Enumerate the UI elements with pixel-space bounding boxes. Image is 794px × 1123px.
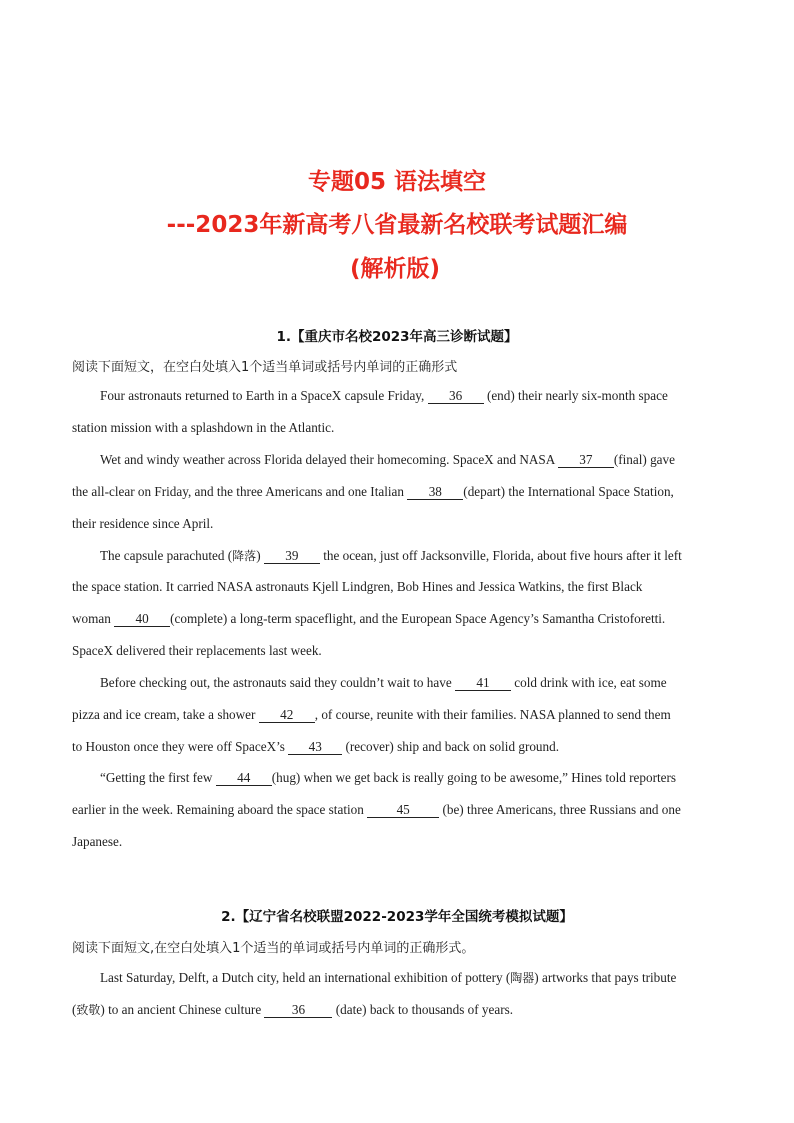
- blank-43: 43: [288, 740, 342, 755]
- section2-instruction: 阅读下面短文,在空白处填入1个适当的单词或括号内单词的正确形式。: [72, 941, 475, 956]
- s1-line: Wet and windy weather across Florida delayed their homecoming. SpaceX and NASA 37 (final) gave: [100, 452, 675, 467]
- s2-line: (致敬) to an ancient Chinese culture 36 (date) back to thousands of years.: [72, 1002, 514, 1017]
- s1-line: the space station. It carried NASA astronauts Kjell Lindgren, Bob Hines and Jessica Watkins, the first Black: [72, 579, 643, 594]
- s1-line: Before checking out, the astronauts said they couldn’t wait to have 41 cold drink with ice, eat some: [100, 675, 667, 690]
- s1-line: Four astronauts returned to Earth in a SpaceX capsule Friday, 36 (end) their nearly six-month space: [100, 388, 668, 403]
- s1-line: to Houston once they were off SpaceX’s 43 (recover) ship and back on solid ground.: [72, 739, 560, 754]
- s2-line: Last Saturday, Delft, a Dutch city, held an international exhibition of pottery (陶器) artworks that pays tribute: [100, 970, 677, 985]
- s1-line: woman 40 (complete) a long-term spaceflight, and the European Space Agency’s Samantha Cristoforetti.: [72, 611, 666, 626]
- s1-line: The capsule parachuted (降落) 39 the ocean, just off Jacksonville, Florida, about five hours after it left: [100, 548, 682, 563]
- section2-heading: 2.【辽宁省名校联盟2022-2023学年全国统考模拟试题】: [221, 909, 573, 925]
- doc-edition: (解析版): [349, 256, 441, 282]
- blank-45: 45: [367, 803, 439, 818]
- blank-44: 44: [216, 771, 272, 786]
- doc-subtitle: ---2023年新高考八省最新名校联考试题汇编: [166, 212, 628, 238]
- blank-36-s2: 36: [264, 1003, 332, 1018]
- blank-40: 40: [114, 612, 170, 627]
- s1-line: earlier in the week. Remaining aboard the space station 45 (be) three Americans, three Russians and one: [72, 802, 681, 817]
- blank-39: 39: [264, 549, 320, 564]
- blank-37: 37: [558, 453, 614, 468]
- s1-line: SpaceX delivered their replacements last week.: [72, 643, 322, 658]
- s1-line: the all-clear on Friday, and the three Americans and one Italian 38 (depart) the International Space Station,: [72, 484, 674, 499]
- blank-36: 36: [428, 389, 484, 404]
- blank-41: 41: [455, 676, 511, 691]
- doc-title: 专题05 语法填空: [307, 169, 486, 195]
- s1-line: pizza and ice cream, take a shower 42 , of course, reunite with their families. NASA planned to send them: [72, 707, 671, 722]
- s1-line: “Getting the first few 44 (hug) when we get back is really going to be awesome,” Hines told reporters: [100, 770, 677, 785]
- blank-38: 38: [407, 485, 463, 500]
- s1-line: Japanese.: [72, 834, 123, 849]
- s1-line: their residence since April.: [72, 516, 214, 531]
- s1-line: station mission with a splashdown in the Atlantic.: [72, 420, 335, 435]
- section1-instruction: 阅读下面短文，在空白处填入1个适当单词或括号内单词的正确形式: [72, 360, 458, 375]
- section1-heading: 1.【重庆市名校2023年高三诊断试题】: [276, 329, 518, 345]
- blank-42: 42: [259, 708, 315, 723]
